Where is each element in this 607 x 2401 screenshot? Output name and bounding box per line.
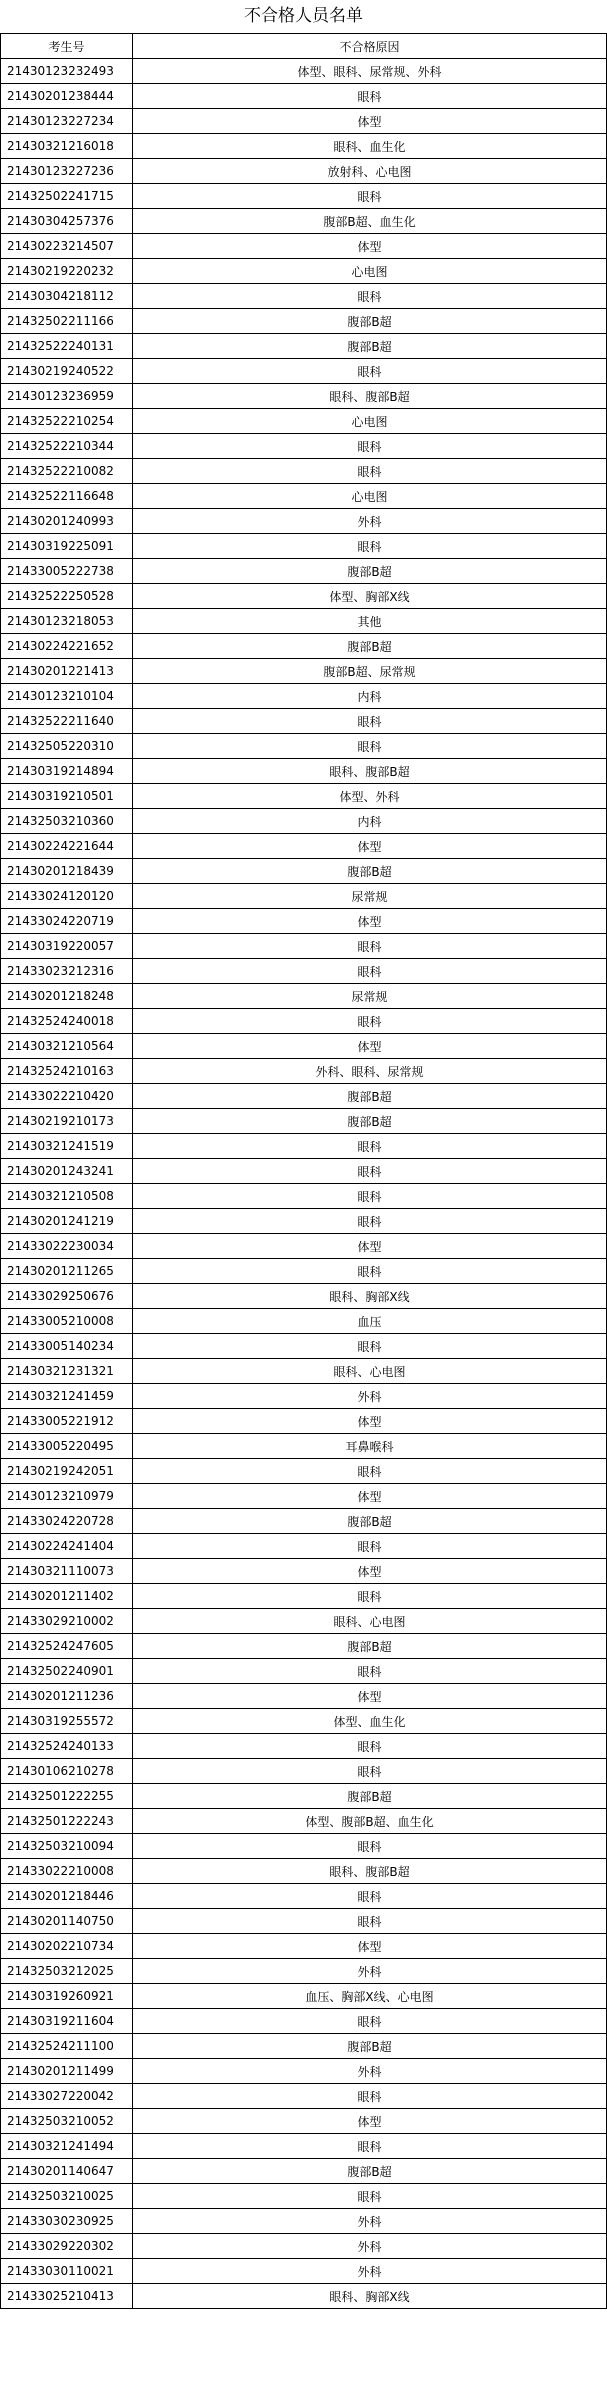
fail-reason-cell: 耳鼻喉科	[133, 1434, 607, 1459]
fail-reason-cell: 体型	[133, 2109, 607, 2134]
fail-reason-cell: 眼科	[133, 1659, 607, 1684]
candidate-id-cell: 21432503210094	[1, 1834, 133, 1859]
fail-reason-cell: 眼科、腹部B超	[133, 759, 607, 784]
table-row	[1, 709, 607, 734]
candidate-id-cell: 21430201218248	[1, 984, 133, 1009]
candidate-id-cell: 21433005220495	[1, 1434, 133, 1459]
fail-reason-cell: 体型	[133, 1684, 607, 1709]
candidate-id-cell: 21430219240522	[1, 359, 133, 384]
candidate-id-cell: 21430304218112	[1, 284, 133, 309]
fail-reason-cell: 外科	[133, 2259, 607, 2284]
table-row	[1, 2234, 607, 2259]
table-row	[1, 1434, 607, 1459]
fail-reason-cell: 外科、眼科、尿常规	[133, 1059, 607, 1084]
candidate-id-cell: 21432502241715	[1, 184, 133, 209]
candidate-id-cell: 21430201218439	[1, 859, 133, 884]
fail-reason-cell: 眼科	[133, 1909, 607, 1934]
table-row	[1, 1334, 607, 1359]
results-table	[0, 33, 607, 2309]
table-row	[1, 1484, 607, 1509]
table-row	[1, 1259, 607, 1284]
table-row	[1, 2084, 607, 2109]
candidate-id-cell: 21430321210564	[1, 1034, 133, 1059]
table-row	[1, 2009, 607, 2034]
fail-reason-cell: 体型	[133, 1234, 607, 1259]
fail-reason-cell: 体型	[133, 1934, 607, 1959]
fail-reason-cell: 眼科	[133, 1134, 607, 1159]
fail-reason-cell: 体型	[133, 834, 607, 859]
candidate-id-cell: 21432522210082	[1, 459, 133, 484]
fail-reason-cell: 血压	[133, 1309, 607, 1334]
fail-reason-cell: 眼科	[133, 934, 607, 959]
fail-reason-cell: 其他	[133, 609, 607, 634]
fail-reason-cell: 尿常规	[133, 984, 607, 1009]
table-row	[1, 1984, 607, 2009]
table-row	[1, 959, 607, 984]
table-row	[1, 84, 607, 109]
column-header-reason: 不合格原因	[133, 34, 607, 59]
fail-reason-cell: 腹部B超、尿常规	[133, 659, 607, 684]
fail-reason-cell: 体型、外科	[133, 784, 607, 809]
fail-reason-cell: 体型	[133, 234, 607, 259]
fail-reason-cell: 外科	[133, 509, 607, 534]
table-row	[1, 234, 607, 259]
fail-reason-cell: 眼科	[133, 734, 607, 759]
candidate-id-cell: 21433005222738	[1, 559, 133, 584]
table-row	[1, 809, 607, 834]
candidate-id-cell: 21432522211640	[1, 709, 133, 734]
fail-reason-cell: 内科	[133, 809, 607, 834]
fail-reason-cell: 外科	[133, 1959, 607, 1984]
table-row	[1, 434, 607, 459]
table-row	[1, 634, 607, 659]
fail-reason-cell: 腹部B超	[133, 634, 607, 659]
table-row	[1, 759, 607, 784]
fail-reason-cell: 眼科、胸部X线	[133, 2284, 607, 2309]
table-row	[1, 1159, 607, 1184]
table-row	[1, 734, 607, 759]
table-row	[1, 1559, 607, 1584]
table-row	[1, 1884, 607, 1909]
fail-reason-cell: 心电图	[133, 259, 607, 284]
candidate-id-cell: 21433024220728	[1, 1509, 133, 1534]
table-row	[1, 1684, 607, 1709]
fail-reason-cell: 腹部B超	[133, 1784, 607, 1809]
table-row	[1, 2284, 607, 2309]
header-row	[1, 34, 607, 59]
fail-reason-cell: 腹部B超	[133, 1634, 607, 1659]
fail-reason-cell: 眼科	[133, 1334, 607, 1359]
table-row	[1, 1734, 607, 1759]
fail-reason-cell: 眼科	[133, 1534, 607, 1559]
fail-reason-cell: 体型	[133, 1409, 607, 1434]
table-row	[1, 1659, 607, 1684]
table-row	[1, 1084, 607, 1109]
candidate-id-cell: 21433025210413	[1, 2284, 133, 2309]
candidate-id-cell: 21430201140750	[1, 1909, 133, 1934]
table-row	[1, 284, 607, 309]
candidate-id-cell: 21430201211236	[1, 1684, 133, 1709]
table-row	[1, 859, 607, 884]
table-row	[1, 1709, 607, 1734]
table-row	[1, 109, 607, 134]
fail-reason-cell: 眼科、心电图	[133, 1359, 607, 1384]
table-row	[1, 2109, 607, 2134]
table-row	[1, 2059, 607, 2084]
table-row	[1, 2259, 607, 2284]
fail-reason-cell: 眼科、腹部B超	[133, 1859, 607, 1884]
fail-reason-cell: 眼科	[133, 1459, 607, 1484]
fail-reason-cell: 眼科	[133, 1834, 607, 1859]
candidate-id-cell: 21430201140647	[1, 2159, 133, 2184]
candidate-id-cell: 21430319255572	[1, 1709, 133, 1734]
table-row	[1, 359, 607, 384]
table-row	[1, 159, 607, 184]
table-row	[1, 334, 607, 359]
fail-reason-cell: 外科	[133, 1384, 607, 1409]
table-row	[1, 484, 607, 509]
table-row	[1, 384, 607, 409]
fail-reason-cell: 体型	[133, 1559, 607, 1584]
table-row	[1, 134, 607, 159]
fail-reason-cell: 眼科	[133, 1584, 607, 1609]
fail-reason-cell: 体型	[133, 1484, 607, 1509]
table-row	[1, 609, 607, 634]
table-row	[1, 1584, 607, 1609]
fail-reason-cell: 眼科	[133, 534, 607, 559]
candidate-id-cell: 21430319260921	[1, 1984, 133, 2009]
candidate-id-cell: 21430123210104	[1, 684, 133, 709]
candidate-id-cell: 21432501222255	[1, 1784, 133, 1809]
fail-reason-cell: 眼科、腹部B超	[133, 384, 607, 409]
candidate-id-cell: 21430201211265	[1, 1259, 133, 1284]
candidate-id-cell: 21432524240018	[1, 1009, 133, 1034]
candidate-id-cell: 21430321231321	[1, 1359, 133, 1384]
fail-reason-cell: 眼科、血生化	[133, 134, 607, 159]
fail-reason-cell: 眼科	[133, 359, 607, 384]
table-body	[1, 59, 607, 2309]
candidate-id-cell: 21430304257376	[1, 209, 133, 234]
candidate-id-cell: 21432522210254	[1, 409, 133, 434]
candidate-id-cell: 21433005140234	[1, 1334, 133, 1359]
table-row	[1, 1859, 607, 1884]
page-title: 不合格人员名单	[244, 6, 363, 26]
column-header-id: 考生号	[1, 34, 133, 59]
candidate-id-cell: 21430319210501	[1, 784, 133, 809]
fail-reason-cell: 眼科	[133, 1259, 607, 1284]
table-row	[1, 1309, 607, 1334]
table-row	[1, 1834, 607, 1859]
fail-reason-cell: 眼科	[133, 1184, 607, 1209]
table-row	[1, 1934, 607, 1959]
candidate-id-cell: 21430321241519	[1, 1134, 133, 1159]
fail-reason-cell: 心电图	[133, 409, 607, 434]
candidate-id-cell: 21430123232493	[1, 59, 133, 84]
candidate-id-cell: 21430319225091	[1, 534, 133, 559]
table-row	[1, 834, 607, 859]
candidate-id-cell: 21430201211499	[1, 2059, 133, 2084]
table-row	[1, 509, 607, 534]
table-row	[1, 1609, 607, 1634]
fail-reason-cell: 心电图	[133, 484, 607, 509]
table-row	[1, 1284, 607, 1309]
fail-reason-cell: 眼科	[133, 709, 607, 734]
candidate-id-cell: 21432502211166	[1, 309, 133, 334]
candidate-id-cell: 21433029210002	[1, 1609, 133, 1634]
candidate-id-cell: 21432522250528	[1, 584, 133, 609]
fail-reason-cell: 体型、胸部X线	[133, 584, 607, 609]
candidate-id-cell: 21432503212025	[1, 1959, 133, 1984]
table-row	[1, 1134, 607, 1159]
table-row	[1, 1059, 607, 1084]
candidate-id-cell: 21430202210734	[1, 1934, 133, 1959]
fail-reason-cell: 体型	[133, 909, 607, 934]
candidate-id-cell: 21433029220302	[1, 2234, 133, 2259]
candidate-id-cell: 21433024220719	[1, 909, 133, 934]
candidate-id-cell: 21433022210008	[1, 1859, 133, 1884]
candidate-id-cell: 21432524247605	[1, 1634, 133, 1659]
table-row	[1, 884, 607, 909]
table-row	[1, 684, 607, 709]
candidate-id-cell: 21432524210163	[1, 1059, 133, 1084]
table-row	[1, 1409, 607, 1434]
table-row	[1, 209, 607, 234]
fail-reason-cell: 眼科	[133, 2184, 607, 2209]
fail-reason-cell: 体型、血生化	[133, 1709, 607, 1734]
candidate-id-cell: 21430321216018	[1, 134, 133, 159]
candidate-id-cell: 21430201218446	[1, 1884, 133, 1909]
fail-reason-cell: 眼科	[133, 2009, 607, 2034]
candidate-id-cell: 21430219220232	[1, 259, 133, 284]
candidate-id-cell: 21432502240901	[1, 1659, 133, 1684]
table-row	[1, 659, 607, 684]
candidate-id-cell: 21430201240993	[1, 509, 133, 534]
table-row	[1, 909, 607, 934]
candidate-id-cell: 21430106210278	[1, 1759, 133, 1784]
table-row	[1, 309, 607, 334]
table-row	[1, 984, 607, 1009]
candidate-id-cell: 21432503210052	[1, 2109, 133, 2134]
candidate-id-cell: 21430201243241	[1, 1159, 133, 1184]
fail-reason-cell: 眼科	[133, 459, 607, 484]
fail-reason-cell: 眼科	[133, 434, 607, 459]
table-row	[1, 1184, 607, 1209]
table-row	[1, 2184, 607, 2209]
table-row	[1, 1809, 607, 1834]
table-row	[1, 1109, 607, 1134]
fail-reason-cell: 眼科	[133, 1734, 607, 1759]
candidate-id-cell: 21430123236959	[1, 384, 133, 409]
table-row	[1, 1634, 607, 1659]
candidate-id-cell: 21432522210344	[1, 434, 133, 459]
fail-reason-cell: 眼科	[133, 1759, 607, 1784]
candidate-id-cell: 21430321110073	[1, 1559, 133, 1584]
table-row	[1, 1509, 607, 1534]
candidate-id-cell: 21433022210420	[1, 1084, 133, 1109]
fail-reason-cell: 体型、眼科、尿常规、外科	[133, 59, 607, 84]
table-row	[1, 1784, 607, 1809]
candidate-id-cell: 21432503210360	[1, 809, 133, 834]
fail-reason-cell: 眼科	[133, 2134, 607, 2159]
candidate-id-cell: 21430321210508	[1, 1184, 133, 1209]
table-row	[1, 1534, 607, 1559]
fail-reason-cell: 腹部B超	[133, 2034, 607, 2059]
candidate-id-cell: 21430201221413	[1, 659, 133, 684]
fail-reason-cell: 外科	[133, 2059, 607, 2084]
table-row	[1, 534, 607, 559]
fail-reason-cell: 腹部B超	[133, 334, 607, 359]
table-row	[1, 1384, 607, 1409]
candidate-id-cell: 21430123210979	[1, 1484, 133, 1509]
table-row	[1, 2134, 607, 2159]
candidate-id-cell: 21433027220042	[1, 2084, 133, 2109]
fail-reason-cell: 外科	[133, 2209, 607, 2234]
table-row	[1, 1209, 607, 1234]
candidate-id-cell: 21432522240131	[1, 334, 133, 359]
candidate-id-cell: 21430319211604	[1, 2009, 133, 2034]
fail-reason-cell: 眼科	[133, 1159, 607, 1184]
candidate-id-cell: 21432503210025	[1, 2184, 133, 2209]
candidate-id-cell: 21433023212316	[1, 959, 133, 984]
candidate-id-cell: 21430224241404	[1, 1534, 133, 1559]
table-row	[1, 1034, 607, 1059]
table-row	[1, 459, 607, 484]
candidate-id-cell: 21430123218053	[1, 609, 133, 634]
table-row	[1, 2209, 607, 2234]
table-row	[1, 184, 607, 209]
fail-reason-cell: 腹部B超	[133, 1084, 607, 1109]
table-row	[1, 1009, 607, 1034]
table-row	[1, 934, 607, 959]
candidate-id-cell: 21430123227236	[1, 159, 133, 184]
fail-reason-cell: 内科	[133, 684, 607, 709]
candidate-id-cell: 21430319220057	[1, 934, 133, 959]
fail-reason-cell: 腹部B超	[133, 1109, 607, 1134]
fail-reason-cell: 体型	[133, 109, 607, 134]
fail-reason-cell: 眼科、心电图	[133, 1609, 607, 1634]
table-row	[1, 1459, 607, 1484]
candidate-id-cell: 21433029250676	[1, 1284, 133, 1309]
fail-reason-cell: 眼科	[133, 84, 607, 109]
table-row	[1, 2034, 607, 2059]
candidate-id-cell: 21430223214507	[1, 234, 133, 259]
fail-reason-cell: 眼科	[133, 284, 607, 309]
fail-reason-cell: 腹部B超	[133, 2159, 607, 2184]
candidate-id-cell: 21433022230034	[1, 1234, 133, 1259]
candidate-id-cell: 21430123227234	[1, 109, 133, 134]
candidate-id-cell: 21433030110021	[1, 2259, 133, 2284]
candidate-id-cell: 21430201241219	[1, 1209, 133, 1234]
table-row	[1, 584, 607, 609]
candidate-id-cell: 21430201211402	[1, 1584, 133, 1609]
fail-reason-cell: 放射科、心电图	[133, 159, 607, 184]
table-row	[1, 409, 607, 434]
candidate-id-cell: 21430224221652	[1, 634, 133, 659]
fail-reason-cell: 眼科、胸部X线	[133, 1284, 607, 1309]
table-row	[1, 1234, 607, 1259]
table-row	[1, 1359, 607, 1384]
fail-reason-cell: 腹部B超	[133, 559, 607, 584]
candidate-id-cell: 21433005210008	[1, 1309, 133, 1334]
candidate-id-cell: 21430321241494	[1, 2134, 133, 2159]
fail-reason-cell: 眼科	[133, 959, 607, 984]
candidate-id-cell: 21430319214894	[1, 759, 133, 784]
table-row	[1, 784, 607, 809]
fail-reason-cell: 眼科	[133, 184, 607, 209]
table-row	[1, 1759, 607, 1784]
candidate-id-cell: 21432501222243	[1, 1809, 133, 1834]
table-row	[1, 259, 607, 284]
fail-reason-cell: 眼科	[133, 1009, 607, 1034]
table-row	[1, 59, 607, 84]
candidate-id-cell: 21432524240133	[1, 1734, 133, 1759]
candidate-id-cell: 21430219210173	[1, 1109, 133, 1134]
fail-reason-cell: 腹部B超、血生化	[133, 209, 607, 234]
fail-reason-cell: 腹部B超	[133, 859, 607, 884]
fail-reason-cell: 外科	[133, 2234, 607, 2259]
candidate-id-cell: 21433005221912	[1, 1409, 133, 1434]
candidate-id-cell: 21430321241459	[1, 1384, 133, 1409]
table-row	[1, 2159, 607, 2184]
candidate-id-cell: 21433030230925	[1, 2209, 133, 2234]
fail-reason-cell: 眼科	[133, 1209, 607, 1234]
candidate-id-cell: 21433024120120	[1, 884, 133, 909]
fail-reason-cell: 眼科	[133, 2084, 607, 2109]
candidate-id-cell: 21432524211100	[1, 2034, 133, 2059]
fail-reason-cell: 体型	[133, 1034, 607, 1059]
candidate-id-cell: 21430224221644	[1, 834, 133, 859]
fail-reason-cell: 血压、胸部X线、心电图	[133, 1984, 607, 2009]
candidate-id-cell: 21430201238444	[1, 84, 133, 109]
fail-reason-cell: 体型、腹部B超、血生化	[133, 1809, 607, 1834]
fail-reason-cell: 尿常规	[133, 884, 607, 909]
table-row	[1, 1959, 607, 1984]
candidate-id-cell: 21432522116648	[1, 484, 133, 509]
candidate-id-cell: 21432505220310	[1, 734, 133, 759]
fail-reason-cell: 腹部B超	[133, 1509, 607, 1534]
fail-reason-cell: 腹部B超	[133, 309, 607, 334]
table-row	[1, 559, 607, 584]
table-row	[1, 1909, 607, 1934]
candidate-id-cell: 21430219242051	[1, 1459, 133, 1484]
fail-reason-cell: 眼科	[133, 1884, 607, 1909]
